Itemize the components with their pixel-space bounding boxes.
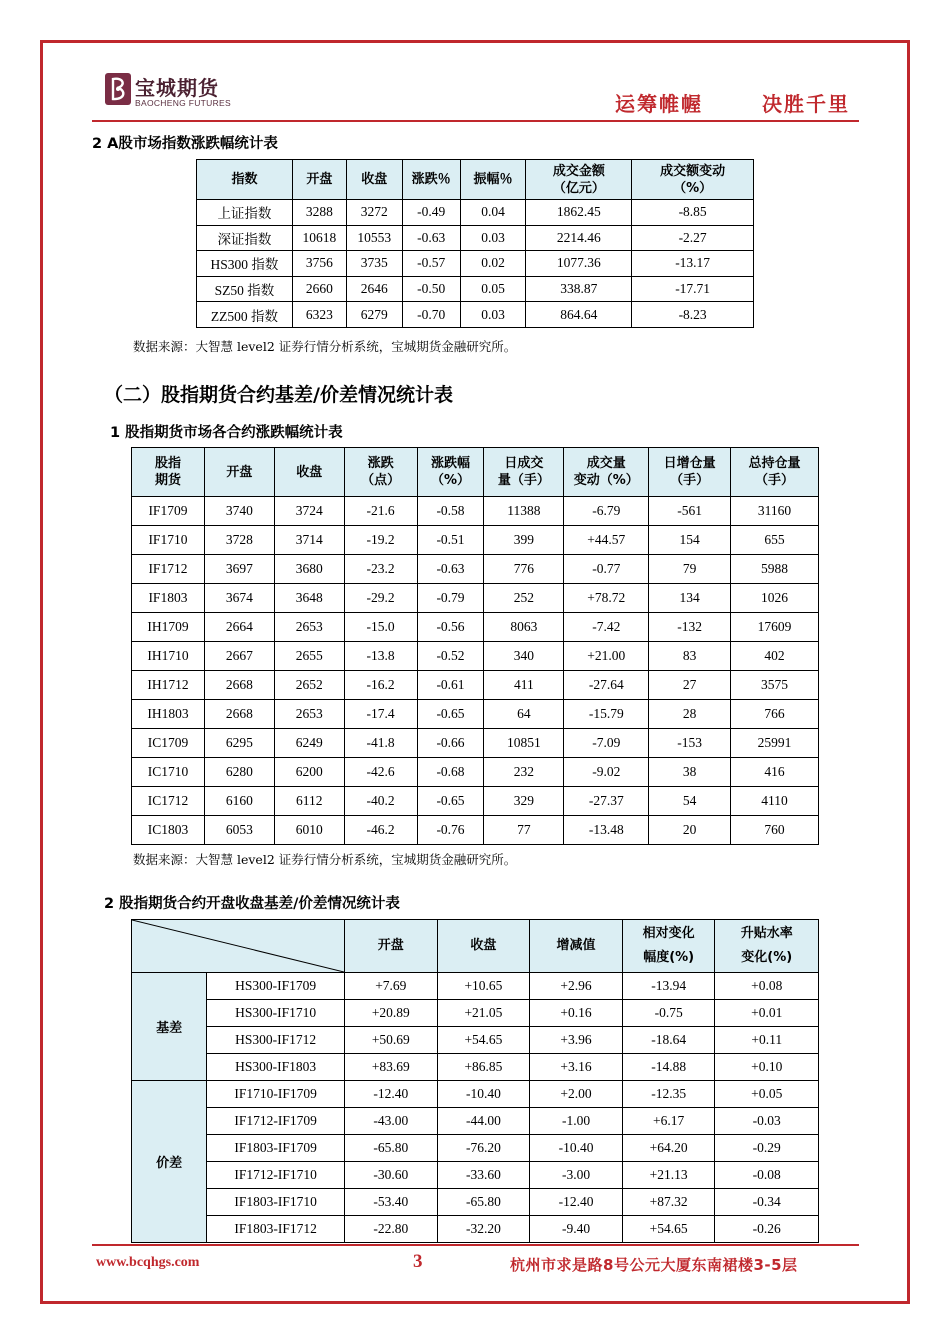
table-cell: +0.11 <box>715 1027 819 1054</box>
column-header: 成交额变动 （%） <box>632 160 754 200</box>
table-cell: 232 <box>484 758 564 787</box>
table-cell: 2214.46 <box>526 225 632 251</box>
table-cell: +83.69 <box>345 1054 438 1081</box>
table-cell: +86.85 <box>437 1054 530 1081</box>
table-cell: 17609 <box>731 613 819 642</box>
table-cell: -0.61 <box>417 671 484 700</box>
table-row <box>197 225 754 251</box>
table-cell: -16.2 <box>344 671 417 700</box>
table-cell: 134 <box>649 584 731 613</box>
column-header: 涨跌 （点） <box>344 448 417 497</box>
table-row <box>132 700 819 729</box>
section-b1-title: 1 股指期货市场各合约涨跌幅统计表 <box>110 425 343 441</box>
table-cell: 77 <box>484 816 564 845</box>
table-cell: -13.94 <box>622 973 715 1000</box>
table-cell: -14.88 <box>622 1054 715 1081</box>
table-cell: IF1803-IF1709 <box>207 1135 345 1162</box>
table-row <box>132 1027 819 1054</box>
table-cell: IF1803-IF1712 <box>207 1216 345 1243</box>
table-cell: 5988 <box>731 555 819 584</box>
table-cell: 64 <box>484 700 564 729</box>
table-cell: -1.00 <box>530 1108 623 1135</box>
table-row <box>197 276 754 302</box>
table-cell: 0.04 <box>460 200 526 226</box>
table-cell: IC1803 <box>132 816 205 845</box>
section-b2-title: 2 股指期货合约开盘收盘基差/价差情况统计表 <box>104 896 400 912</box>
table-cell: HS300-IF1709 <box>207 973 345 1000</box>
table-cell: +21.05 <box>437 1000 530 1027</box>
table-cell: 6295 <box>204 729 274 758</box>
column-header: 成交量 变动（%） <box>564 448 649 497</box>
table-row <box>132 642 819 671</box>
table-cell: +2.00 <box>530 1081 623 1108</box>
table-cell: +54.65 <box>622 1216 715 1243</box>
table-cell: -0.50 <box>402 276 460 302</box>
table-cell: -0.03 <box>715 1108 819 1135</box>
table-cell: 3724 <box>274 497 344 526</box>
table-cell: 0.02 <box>460 251 526 277</box>
table-cell: 252 <box>484 584 564 613</box>
table-cell: -15.0 <box>344 613 417 642</box>
table-cell: -0.68 <box>417 758 484 787</box>
table-cell: -6.79 <box>564 497 649 526</box>
column-header: 相对变化 幅度(%) <box>622 920 715 973</box>
logo-mark-icon <box>104 72 132 106</box>
table-cell: -23.2 <box>344 555 417 584</box>
table-cell: -0.63 <box>417 555 484 584</box>
table-cell: +0.08 <box>715 973 819 1000</box>
futures-contract-table <box>131 447 819 845</box>
table-cell: +54.65 <box>437 1027 530 1054</box>
column-header: 升贴水率 变化(%) <box>715 920 819 973</box>
table-cell: IF1712-IF1710 <box>207 1162 345 1189</box>
table-cell: -12.40 <box>530 1189 623 1216</box>
table-cell: IF1712-IF1709 <box>207 1108 345 1135</box>
table-cell: HS300-IF1712 <box>207 1027 345 1054</box>
table-cell: -13.48 <box>564 816 649 845</box>
table-cell: SZ50 指数 <box>197 276 293 302</box>
table-cell: 8063 <box>484 613 564 642</box>
table-cell: 0.03 <box>460 302 526 328</box>
table-cell: 10553 <box>346 225 402 251</box>
table-row <box>132 1054 819 1081</box>
table-cell: 6249 <box>274 729 344 758</box>
page-number: 3 <box>413 1251 423 1272</box>
table-cell: 2653 <box>274 613 344 642</box>
table-cell: -9.02 <box>564 758 649 787</box>
table-cell: +3.16 <box>530 1054 623 1081</box>
table-cell: 1026 <box>731 584 819 613</box>
table-row <box>132 1081 819 1108</box>
table-row <box>132 1216 819 1243</box>
table-cell: 0.05 <box>460 276 526 302</box>
table-cell: -561 <box>649 497 731 526</box>
table-cell: IF1710 <box>132 526 205 555</box>
table-cell: -0.29 <box>715 1135 819 1162</box>
table-cell: -7.42 <box>564 613 649 642</box>
table-cell: -19.2 <box>344 526 417 555</box>
table-cell: -0.65 <box>417 787 484 816</box>
logo-english-name: BAOCHENG FUTURES <box>135 98 231 108</box>
table-cell: 0.03 <box>460 225 526 251</box>
table-cell: 38 <box>649 758 731 787</box>
table-cell: 79 <box>649 555 731 584</box>
table-cell: +21.13 <box>622 1162 715 1189</box>
table-cell: -9.40 <box>530 1216 623 1243</box>
table-cell: -33.60 <box>437 1162 530 1189</box>
table-cell: IF1803-IF1710 <box>207 1189 345 1216</box>
table-cell: 2646 <box>346 276 402 302</box>
table-cell: -10.40 <box>530 1135 623 1162</box>
table-cell: 766 <box>731 700 819 729</box>
diagonal-header-cell <box>132 920 345 973</box>
group-label-cell: 基差 <box>132 973 207 1081</box>
table-row <box>132 584 819 613</box>
table-cell: +78.72 <box>564 584 649 613</box>
table-cell: -0.76 <box>417 816 484 845</box>
table-cell: 10618 <box>292 225 346 251</box>
table-cell: -29.2 <box>344 584 417 613</box>
table-cell: -18.64 <box>622 1027 715 1054</box>
table-cell: -0.49 <box>402 200 460 226</box>
column-header: 总持仓量 （手） <box>731 448 819 497</box>
table-cell: 2653 <box>274 700 344 729</box>
table-cell: 83 <box>649 642 731 671</box>
table-cell: +64.20 <box>622 1135 715 1162</box>
table-row <box>132 1162 819 1189</box>
table-cell: +44.57 <box>564 526 649 555</box>
table-cell: -8.85 <box>632 200 754 226</box>
column-header: 涨跌幅 （%） <box>417 448 484 497</box>
table-cell: IH1712 <box>132 671 205 700</box>
table-cell: 28 <box>649 700 731 729</box>
table-cell: 25991 <box>731 729 819 758</box>
table-row <box>132 816 819 845</box>
column-header: 增减值 <box>530 920 623 973</box>
table-cell: +7.69 <box>345 973 438 1000</box>
table-cell: IC1710 <box>132 758 205 787</box>
table-cell: -21.6 <box>344 497 417 526</box>
table-cell: +0.05 <box>715 1081 819 1108</box>
column-header: 日成交 量（手） <box>484 448 564 497</box>
column-header: 日增仓量 （手） <box>649 448 731 497</box>
table-cell: 31160 <box>731 497 819 526</box>
table-cell: -0.26 <box>715 1216 819 1243</box>
section-b-title: （二）股指期货合约基差/价差情况统计表 <box>104 384 453 406</box>
column-header: 涨跌％ <box>402 160 460 200</box>
table-cell: 2652 <box>274 671 344 700</box>
table-cell: 6010 <box>274 816 344 845</box>
table-cell: 3697 <box>204 555 274 584</box>
table-cell: -12.40 <box>345 1081 438 1108</box>
table-row <box>132 526 819 555</box>
table-cell: -12.35 <box>622 1081 715 1108</box>
company-logo <box>104 72 254 112</box>
table-cell: -0.34 <box>715 1189 819 1216</box>
column-header: 股指 期货 <box>132 448 205 497</box>
table-cell: -0.57 <box>402 251 460 277</box>
table-row <box>132 497 819 526</box>
table-cell: 3674 <box>204 584 274 613</box>
table-cell: -0.51 <box>417 526 484 555</box>
slogan-right: 决胜千里 <box>762 92 850 116</box>
table-cell: -22.80 <box>345 1216 438 1243</box>
table-cell: IC1709 <box>132 729 205 758</box>
footer-divider <box>92 1244 859 1246</box>
table-cell: +21.00 <box>564 642 649 671</box>
table-cell: +50.69 <box>345 1027 438 1054</box>
table-cell: 776 <box>484 555 564 584</box>
table-cell: -42.6 <box>344 758 417 787</box>
logo-chinese-name: 宝城期货 <box>135 76 219 100</box>
a-share-index-table <box>196 159 754 328</box>
section-a-title: 2 A股市场指数涨跌幅统计表 <box>92 136 278 152</box>
table-row <box>132 1108 819 1135</box>
table-cell: -41.8 <box>344 729 417 758</box>
table-cell: -17.4 <box>344 700 417 729</box>
table-cell: 416 <box>731 758 819 787</box>
table-cell: 3740 <box>204 497 274 526</box>
table-row <box>197 251 754 277</box>
column-header: 开盘 <box>345 920 438 973</box>
table-cell: -27.37 <box>564 787 649 816</box>
table-cell: +0.10 <box>715 1054 819 1081</box>
table-cell: -13.8 <box>344 642 417 671</box>
table-cell: 3288 <box>292 200 346 226</box>
table-cell: IF1803 <box>132 584 205 613</box>
table-cell: 6323 <box>292 302 346 328</box>
table-cell: IF1709 <box>132 497 205 526</box>
table-cell: -0.56 <box>417 613 484 642</box>
table-cell: HS300-IF1803 <box>207 1054 345 1081</box>
table-cell: 3714 <box>274 526 344 555</box>
table-cell: 760 <box>731 816 819 845</box>
table-cell: +10.65 <box>437 973 530 1000</box>
table-cell: -3.00 <box>530 1162 623 1189</box>
table-cell: 3648 <box>274 584 344 613</box>
table-cell: -65.80 <box>345 1135 438 1162</box>
table-cell: -8.23 <box>632 302 754 328</box>
table-cell: 27 <box>649 671 731 700</box>
group-label-cell: 价差 <box>132 1081 207 1243</box>
table-cell: 6280 <box>204 758 274 787</box>
table-cell: IF1710-IF1709 <box>207 1081 345 1108</box>
table-cell: +2.96 <box>530 973 623 1000</box>
table-cell: 340 <box>484 642 564 671</box>
table-cell: 864.64 <box>526 302 632 328</box>
table-row <box>197 200 754 226</box>
table-cell: -132 <box>649 613 731 642</box>
table-cell: 10851 <box>484 729 564 758</box>
table-cell: -0.08 <box>715 1162 819 1189</box>
column-header: 开盘 <box>292 160 346 200</box>
table-row <box>132 1135 819 1162</box>
table-cell: +0.01 <box>715 1000 819 1027</box>
table-cell: -43.00 <box>345 1108 438 1135</box>
table-cell: 655 <box>731 526 819 555</box>
table-cell: 2664 <box>204 613 274 642</box>
table-cell: +6.17 <box>622 1108 715 1135</box>
table-cell: 6279 <box>346 302 402 328</box>
table-cell: -27.64 <box>564 671 649 700</box>
table-cell: 54 <box>649 787 731 816</box>
table-row <box>132 671 819 700</box>
slogan-left: 运筹帷幄 <box>615 92 703 116</box>
table-cell: 1862.45 <box>526 200 632 226</box>
table-cell: 3735 <box>346 251 402 277</box>
table-row <box>132 729 819 758</box>
section-b1-source: 数据来源：大智慧 level2 证券行情分析系统，宝城期货金融研究所。 <box>133 852 517 867</box>
column-header: 收盘 <box>346 160 402 200</box>
table-cell: IC1712 <box>132 787 205 816</box>
table-cell: 329 <box>484 787 564 816</box>
table-cell: -0.66 <box>417 729 484 758</box>
basis-spread-table <box>131 919 819 1243</box>
table-cell: -0.70 <box>402 302 460 328</box>
table-cell: 2667 <box>204 642 274 671</box>
table-cell: 20 <box>649 816 731 845</box>
table-cell: 3756 <box>292 251 346 277</box>
table-row <box>197 302 754 328</box>
column-header: 开盘 <box>204 448 274 497</box>
table-row <box>132 787 819 816</box>
table-cell: -30.60 <box>345 1162 438 1189</box>
table-cell: 3680 <box>274 555 344 584</box>
diagonal-line-icon <box>132 920 344 972</box>
table-cell: IF1712 <box>132 555 205 584</box>
table-cell: 2668 <box>204 671 274 700</box>
table-cell: 2668 <box>204 700 274 729</box>
table-cell: -153 <box>649 729 731 758</box>
table-cell: 411 <box>484 671 564 700</box>
table-cell: -0.75 <box>622 1000 715 1027</box>
table-row <box>132 1000 819 1027</box>
table-cell: -2.27 <box>632 225 754 251</box>
table-cell: -40.2 <box>344 787 417 816</box>
table-cell: ZZ500 指数 <box>197 302 293 328</box>
table-cell: IH1803 <box>132 700 205 729</box>
section-a-source: 数据来源：大智慧 level2 证券行情分析系统，宝城期货金融研究所。 <box>133 339 517 354</box>
table-cell: 6160 <box>204 787 274 816</box>
table-cell: +3.96 <box>530 1027 623 1054</box>
table-cell: HS300-IF1710 <box>207 1000 345 1027</box>
table-cell: -76.20 <box>437 1135 530 1162</box>
table-cell: 11388 <box>484 497 564 526</box>
table-cell: 6053 <box>204 816 274 845</box>
table-cell: -32.20 <box>437 1216 530 1243</box>
table-cell: 2655 <box>274 642 344 671</box>
table-cell: -0.63 <box>402 225 460 251</box>
table-row <box>132 973 819 1000</box>
table-cell: 1077.36 <box>526 251 632 277</box>
column-header: 收盘 <box>437 920 530 973</box>
table-cell: -53.40 <box>345 1189 438 1216</box>
table-cell: 154 <box>649 526 731 555</box>
table-cell: -65.80 <box>437 1189 530 1216</box>
table-cell: 338.87 <box>526 276 632 302</box>
table-cell: +0.16 <box>530 1000 623 1027</box>
table-cell: -10.40 <box>437 1081 530 1108</box>
table-cell: 4110 <box>731 787 819 816</box>
column-header: 指数 <box>197 160 293 200</box>
footer-address: 杭州市求是路8号公元大厦东南裙楼3-5层 <box>510 1256 798 1274</box>
table-cell: -0.79 <box>417 584 484 613</box>
column-header: 成交金额 （亿元） <box>526 160 632 200</box>
footer-url[interactable]: www.bcqhgs.com <box>96 1255 200 1270</box>
table-cell: IH1710 <box>132 642 205 671</box>
header-divider <box>92 120 859 122</box>
table-cell: 6112 <box>274 787 344 816</box>
table-cell: -0.65 <box>417 700 484 729</box>
table-cell: -0.52 <box>417 642 484 671</box>
table-cell: 399 <box>484 526 564 555</box>
table-cell: 3728 <box>204 526 274 555</box>
table-row <box>132 758 819 787</box>
table-cell: 3272 <box>346 200 402 226</box>
table-cell: 上证指数 <box>197 200 293 226</box>
table-cell: HS300 指数 <box>197 251 293 277</box>
table-row <box>132 613 819 642</box>
table-cell: -15.79 <box>564 700 649 729</box>
table-cell: IH1709 <box>132 613 205 642</box>
table-cell: -17.71 <box>632 276 754 302</box>
table-cell: 深证指数 <box>197 225 293 251</box>
table-cell: -46.2 <box>344 816 417 845</box>
table-row <box>132 1189 819 1216</box>
table-cell: 3575 <box>731 671 819 700</box>
table-cell: +87.32 <box>622 1189 715 1216</box>
table-cell: -0.58 <box>417 497 484 526</box>
table-cell: -44.00 <box>437 1108 530 1135</box>
table-cell: 2660 <box>292 276 346 302</box>
table-cell: 6200 <box>274 758 344 787</box>
column-header: 收盘 <box>274 448 344 497</box>
table-cell: +20.89 <box>345 1000 438 1027</box>
table-row <box>132 555 819 584</box>
table-cell: -13.17 <box>632 251 754 277</box>
table-cell: -0.77 <box>564 555 649 584</box>
table-cell: -7.09 <box>564 729 649 758</box>
table-cell: 402 <box>731 642 819 671</box>
column-header: 振幅％ <box>460 160 526 200</box>
